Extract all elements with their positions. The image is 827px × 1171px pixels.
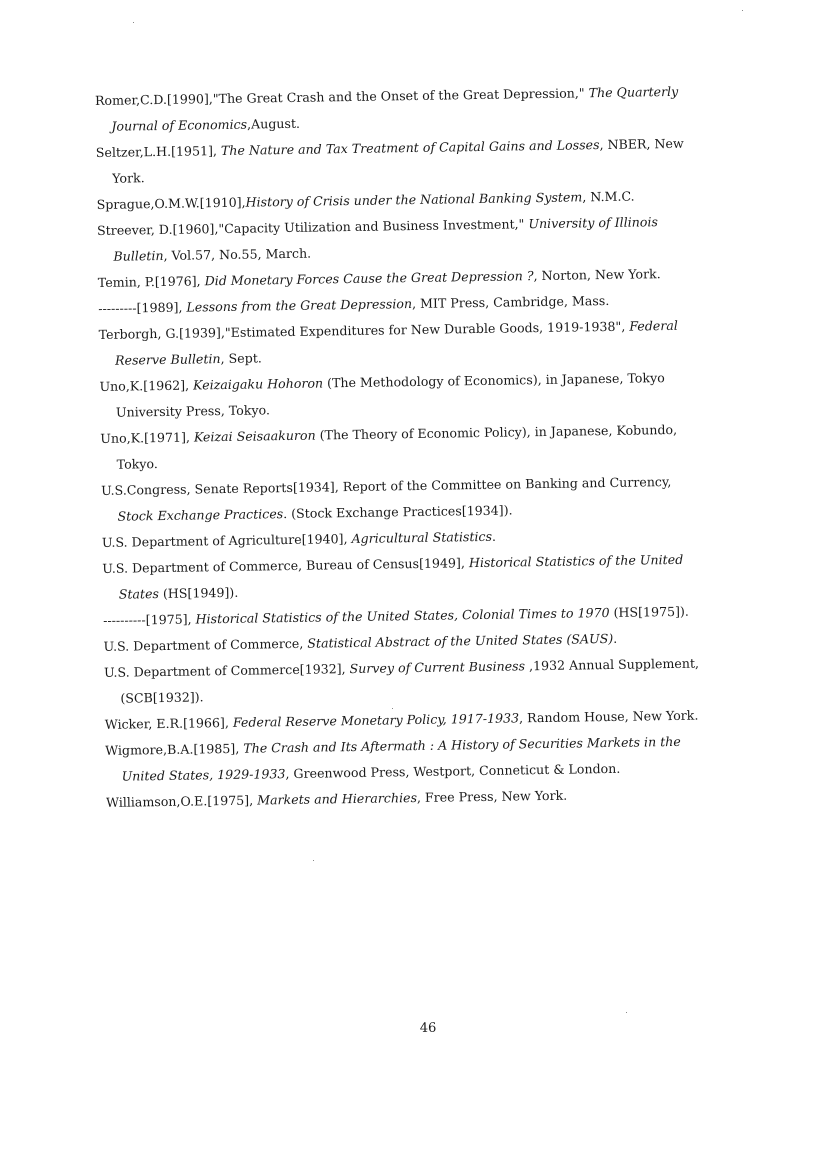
reference-title: Lessons from the Great Depression — [186, 296, 413, 315]
reference-text: Sprague,O.M.W.[1910], — [96, 194, 246, 212]
reference-entry — [98, 312, 709, 374]
reference-text: , Norton, New York. — [533, 266, 661, 284]
reference-title: Did Monetary Forces Cause the Great Depression ? — [204, 268, 534, 289]
page-number: 46 — [419, 1020, 437, 1037]
reference-text: Temin, P.[1976], — [97, 273, 205, 290]
reference-text: Terborgh, G.[1939],"Estimated Expenditures for New Durable Goods, 1919-1938", — [98, 318, 630, 342]
reference-text: Romer,C.D.[1990],"The Great Crash and the Onset of the Great Depression," — [94, 85, 589, 108]
reference-text: . (Stock Exchange Practices[1934]). — [283, 502, 513, 522]
reference-title: Keizai Seisaakuron — [193, 427, 316, 445]
scan-speck — [392, 708, 393, 709]
reference-entry — [104, 650, 715, 712]
reference-text: , Sept. — [220, 350, 262, 367]
reference-text: U.S. Department of Commerce[1932], — [103, 661, 350, 680]
reference-title: The Crash and Its Aftermath : A History of Securities Markets in the United States, 1929-1933 — [121, 733, 681, 784]
reference-text: (HS[1975]). — [609, 603, 689, 620]
reference-text: Wicker, E.R.[1966], — [104, 714, 234, 732]
reference-text: . — [491, 528, 497, 544]
reference-title: University of Illinois Bulletin — [113, 214, 658, 264]
reference-text: Williamson,O.E.[1975], — [105, 792, 258, 810]
reference-text: Uno,K.[1962], — [99, 377, 194, 394]
reference-text: , Random House, New York. — [518, 707, 699, 726]
reference-entry — [101, 468, 712, 530]
reference-entry — [96, 130, 707, 192]
reference-title: History of Crisis under the National Banking System — [245, 189, 583, 210]
reference-entry — [99, 364, 710, 426]
reference-text: Seltzer,L.H.[1951], — [95, 143, 222, 160]
scan-speck — [742, 10, 743, 11]
reference-text: , Vol.57, No.55, March. — [163, 245, 312, 263]
reference-text: . — [613, 630, 618, 646]
reference-title: Markets and Hierarchies — [257, 790, 418, 808]
reference-title: Survey of Current Business — [349, 658, 526, 677]
reference-text: (HS[1949]). — [158, 584, 239, 602]
reference-text: , MIT Press, Cambridge, Mass. — [411, 292, 610, 312]
reference-entry — [102, 546, 713, 608]
scan-speck — [133, 22, 134, 23]
scan-speck — [626, 1012, 627, 1013]
reference-title: Agricultural Statistics — [351, 528, 493, 547]
reference-text: U.S. Department of Agriculture[1940], — [101, 531, 352, 550]
reference-text: U.S. Department of Commerce, Bureau of Census[1949], — [102, 555, 470, 576]
reference-text: U.S.Congress, Senate Reports[1934], Report of the Committee on Banking and Currency, — [101, 473, 672, 498]
reference-title: Federal Reserve Monetary Policy, 1917-1933 — [232, 710, 520, 730]
scan-speck — [313, 860, 314, 861]
reference-text: U.S. Department of Commerce, — [103, 635, 308, 654]
reference-list — [95, 78, 716, 815]
reference-text: , N.M.C. — [582, 188, 635, 205]
reference-text: ----------[1975], — [103, 611, 196, 628]
reference-text: Uno,K.[1971], — [100, 429, 195, 446]
reference-text: , Greenwood Press, Westport, Conneticut & London. — [285, 760, 621, 782]
reference-text: ,1932 Annual Supplement, (SCB[1932]). — [120, 655, 700, 706]
reference-entry — [100, 416, 711, 478]
reference-title: Statistical Abstract of the United States (SAUS) — [307, 630, 614, 651]
reference-text: (The Theory of Economic Policy), in Japanese, Kobundo, Tokyo. — [116, 421, 678, 472]
reference-title: Federal Reserve Bulletin — [114, 317, 678, 368]
reference-text: , NBER, New York. — [112, 135, 684, 186]
reference-title: The Nature and Tax Treatment of Capital Gains and Losses — [220, 137, 600, 159]
reference-text: Streever, D.[1960],"Capacity Utilization and Business Investment," — [96, 216, 529, 238]
reference-text: Wigmore,B.A.[1985], — [105, 740, 244, 758]
reference-entry — [97, 208, 708, 270]
reference-text: (The Methodology of Economics), in Japanese, Tokyo University Press, Tokyo. — [115, 370, 665, 420]
reference-title: The Quarterly Journal of Economics — [111, 83, 679, 134]
reference-text: , Free Press, New York. — [416, 787, 568, 806]
reference-title: Keizaigaku Hohoron — [192, 375, 324, 393]
reference-title: Historical Statistics of the United States, Colonial Times to 1970 — [195, 604, 610, 627]
reference-text: ,August. — [246, 115, 301, 132]
reference-text: ---------[1989], — [98, 299, 187, 316]
reference-entry — [105, 728, 716, 790]
reference-title: Historical Statistics of the United States — [118, 551, 684, 602]
reference-title: Stock Exchange Practices — [117, 506, 284, 524]
reference-entry — [95, 78, 706, 140]
